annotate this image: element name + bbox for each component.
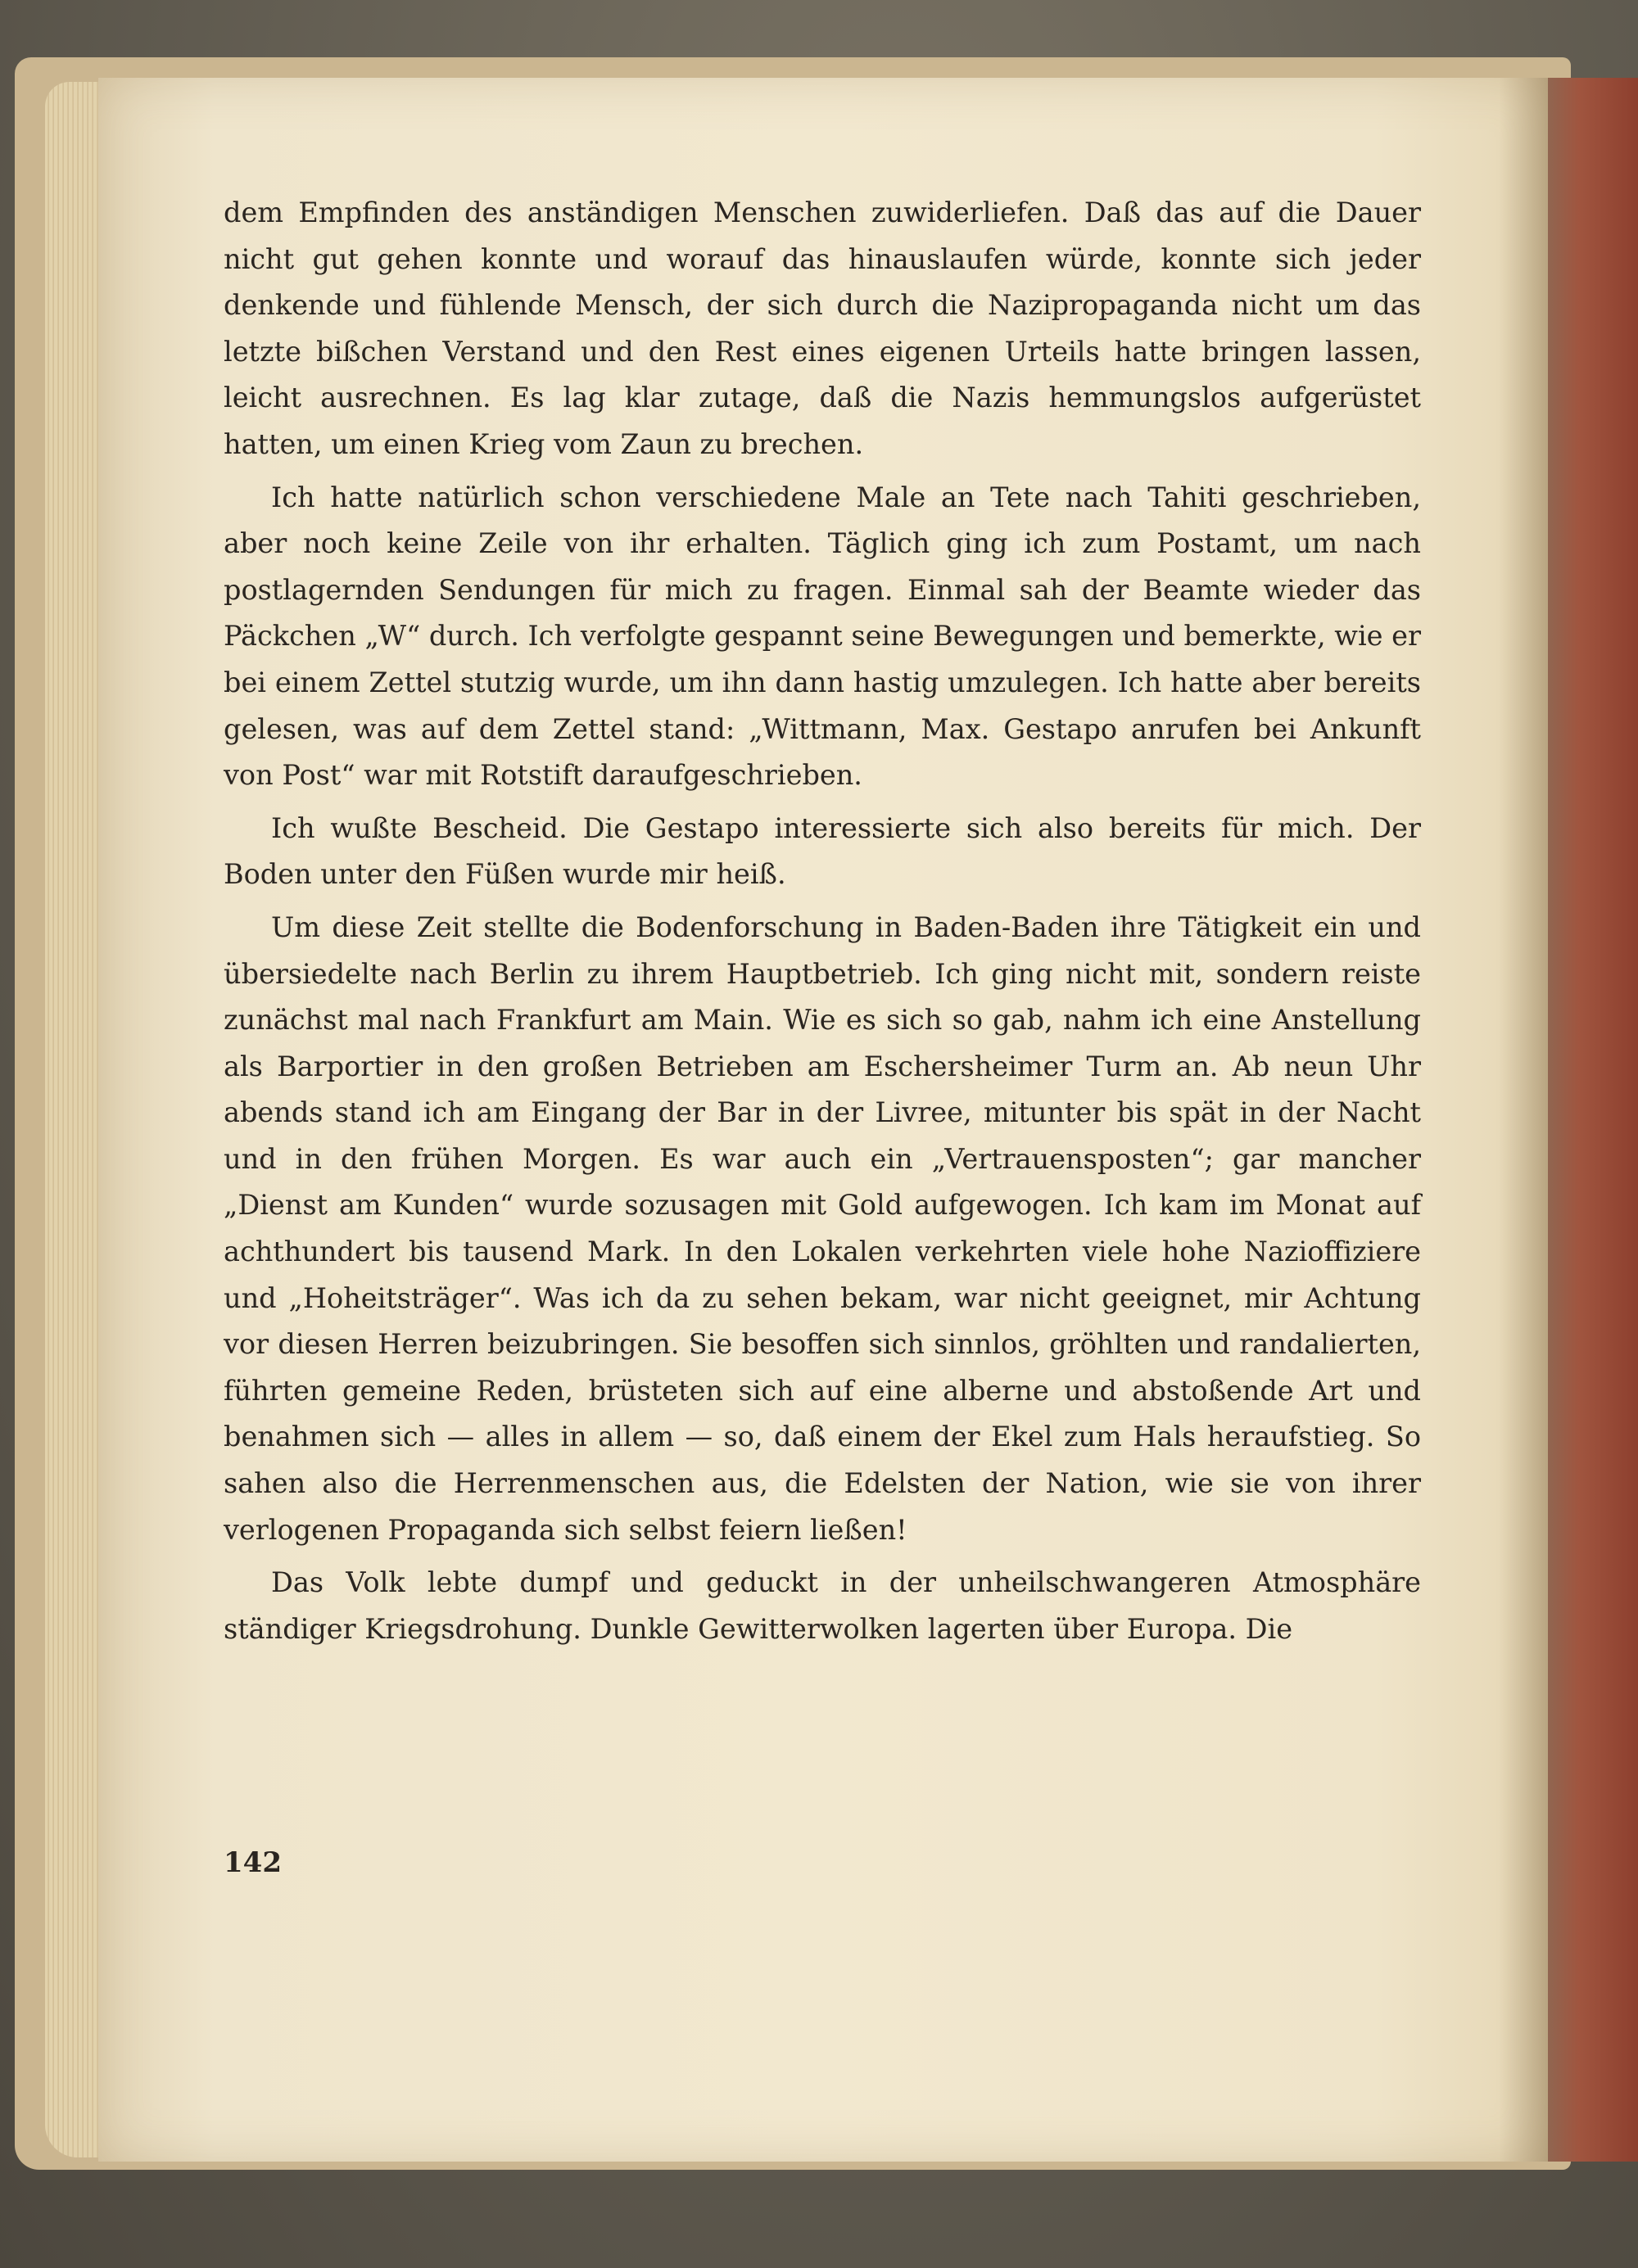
paragraph: Das Volk lebte dumpf und geduckt in der unheilschwangeren Atmosphäre ständiger Kriegsdrohung. Dunkle Gewitterwolken lagerten über Europa. Die xyxy=(224,1566,1421,1645)
paragraph: Ich hatte natürlich schon verschiedene Male an Tete nach Tahiti geschrieben, aber noch keine Zeile von ihr erhalten. Täglich ging ich zum Postamt, um nach postlagernden Sendungen für mich zu fragen. Einmal sah der Beamte wieder das Päckchen „W“ durch. Ich verfolgte gespannt seine Bewegungen und bemerkte, wie er bei einem Zettel stutzig wurde, um ihn dann hastig umzulegen. Ich hatte aber bereits gelesen, was auf dem Zettel stand: „Wittmann, Max. Gestapo anrufen bei Ankunft von Post“ war mit Rotstift daraufgeschrieben. xyxy=(224,481,1421,792)
page-body-text xyxy=(224,190,1421,1659)
page-number: 142 xyxy=(224,1846,282,1879)
paragraph: Um diese Zeit stellte die Bodenforschung in Baden-Baden ihre Tätigkeit ein und übersiedelte nach Berlin zu ihrem Hauptbetrieb. Ich ging nicht mit, sondern reiste zunächst mal nach Frankfurt am Main. Wie es sich so gab, nahm ich eine Anstellung als Barportier in den großen Betrieben am Eschersheimer Turm an. Ab neun Uhr abends stand ich am Eingang der Bar in der Livree, mitunter bis spät in der Nacht und in den frühen Morgen. Es war auch ein „Vertrauensposten“; gar mancher „Dienst am Kunden“ wurde sozusagen mit Gold aufgewogen. Ich kam im Monat auf achthundert bis tausend Mark. In den Lokalen verkehrten viele hohe Nazioffiziere und „Hoheitsträger“. Was ich da zu sehen bekam, war nicht geeignet, mir Achtung vor diesen Herren beizubringen. Sie besoffen sich sinnlos, gröhlten und randalierten, führten gemeine Reden, brüsteten sich auf eine alberne und abstoßende Art und benahmen sich — alles in allem — so, daß einem der Ekel zum Hals heraufstieg. So sahen also die Herrenmenschen aus, die Edelsten der Nation, wie sie von ihrer verlogenen Propaganda sich selbst feiern ließen! xyxy=(224,910,1421,1546)
gutter-shadow xyxy=(1499,78,1548,2162)
paragraph: Ich wußte Bescheid. Die Gestapo interessierte sich also bereits für mich. Der Boden unter den Füßen wurde mir heiß. xyxy=(224,811,1421,891)
book-cover-edge xyxy=(1540,78,1638,2162)
paragraph: dem Empfinden des anständigen Menschen zuwiderliefen. Daß das auf die Dauer nicht gut gehen konnte und worauf das hinauslaufen würde, konnte sich jeder denkende und fühlende Mensch, der sich durch die Nazipropaganda nicht um das letzte bißchen Verstand und den Rest eines eigenen Urteils hatte bringen lassen, leicht ausrechnen. Es lag klar zutage, daß die Nazis hemmungslos aufgerüstet hatten, um einen Krieg vom Zaun zu brechen. xyxy=(224,197,1421,460)
